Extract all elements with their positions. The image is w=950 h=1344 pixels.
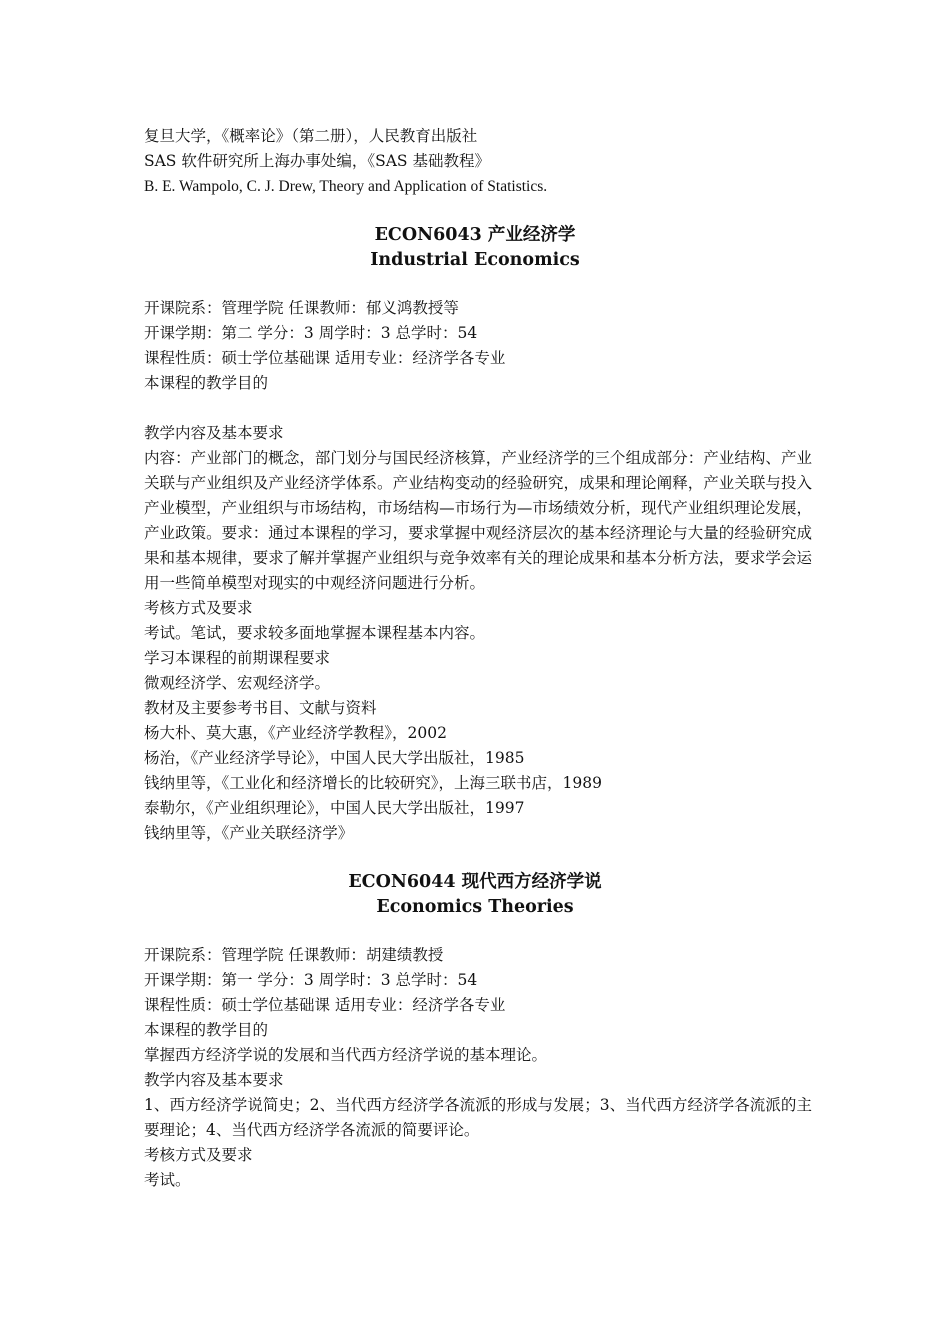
content-text: 1、西方经济学说简史；2、当代西方经济学各流派的形成与发展；3、当代西方经济学各流派的主要理论；4、当代西方经济学各流派的简要评论。	[144, 1096, 812, 1139]
content-text: 内容：产业部门的概念，部门划分与国民经济核算，产业经济学的三个组成部分：产业结构、产业关联与产业组织及产业经济学体系。产业结构变动的经验研究，成果和理论阐释，产业关联与投入产业模型，产业组织与市场结构，市场结构—市场行为—市场绩效分析，现代产业组织理论发展，产业政策。要求：通过本课程的学习，要求掌握中观经济层次的基本经济理论与大量的经验研究成果和基本规律，要求了解并掌握产业组织与竞争效率有关的理论成果和基本分析方法，要求学会运用一些简单模型对现实的中观经济问题进行分析。	[144, 449, 812, 592]
purpose-label: 本课程的教学目的	[144, 1021, 269, 1039]
term-credit: 开课学期：第二 学分：3 周学时：3 总学时：54	[144, 324, 478, 342]
content-label: 教学内容及基本要求	[144, 424, 284, 442]
exam-label: 考核方式及要求	[144, 1146, 253, 1164]
exam-label: 考核方式及要求	[144, 599, 253, 617]
exam-text: 考试。	[144, 1171, 191, 1189]
reference-item: 泰勒尔，《产业组织理论》，中国人民大学出版社，1997	[144, 799, 525, 817]
dept-teacher: 开课院系：管理学院 任课教师：胡建绩教授	[144, 946, 444, 964]
exam-text: 考试。笔试，要求较多面地掌握本课程基本内容。	[144, 624, 486, 642]
term-credit: 开课学期：第一 学分：3 周学时：3 总学时：54	[144, 971, 478, 989]
course-title-cn: ECON6043 产业经济学	[374, 225, 576, 245]
course-title-en: Economics Theories	[376, 897, 574, 917]
course-econ6044	[144, 870, 830, 1193]
reference-item: 钱纳里等，《工业化和经济增长的比较研究》，上海三联书店，1989	[144, 774, 602, 792]
content-label: 教学内容及基本要求	[144, 1071, 284, 1089]
nature-major: 课程性质：硕士学位基础课 适用专业：经济学各专业	[144, 349, 506, 367]
prereq-text: 微观经济学、宏观经济学。	[144, 674, 331, 692]
top-references	[144, 124, 830, 199]
course-title-en: Industrial Economics	[370, 250, 580, 270]
refs-label: 教材及主要参考书目、文献与资料	[144, 699, 377, 717]
purpose-text: 掌握西方经济学说的发展和当代西方经济学说的基本理论。	[144, 1046, 548, 1064]
prereq-label: 学习本课程的前期课程要求	[144, 649, 331, 667]
course-title-cn: ECON6044 现代西方经济学说	[348, 872, 602, 892]
reference-item: 杨治，《产业经济学导论》，中国人民大学出版社，1985	[144, 749, 525, 767]
reference-item: 钱纳里等，《产业关联经济学》	[144, 824, 354, 842]
nature-major: 课程性质：硕士学位基础课 适用专业：经济学各专业	[144, 996, 506, 1014]
reference-line: 复旦大学，《概率论》（第二册），人民教育出版社	[144, 127, 478, 145]
dept-teacher: 开课院系：管理学院 任课教师：郁义鸿教授等	[144, 299, 459, 317]
reference-line: B. E. Wampolo, C. J. Drew, Theory and Application of Statistics.	[144, 178, 548, 195]
course-econ6043	[144, 223, 830, 846]
reference-item: 杨大朴、莫大惠，《产业经济学教程》，2002	[144, 724, 447, 742]
purpose-label: 本课程的教学目的	[144, 374, 269, 392]
reference-line: SAS 软件研究所上海办事处编，《SAS 基础教程》	[144, 152, 490, 170]
